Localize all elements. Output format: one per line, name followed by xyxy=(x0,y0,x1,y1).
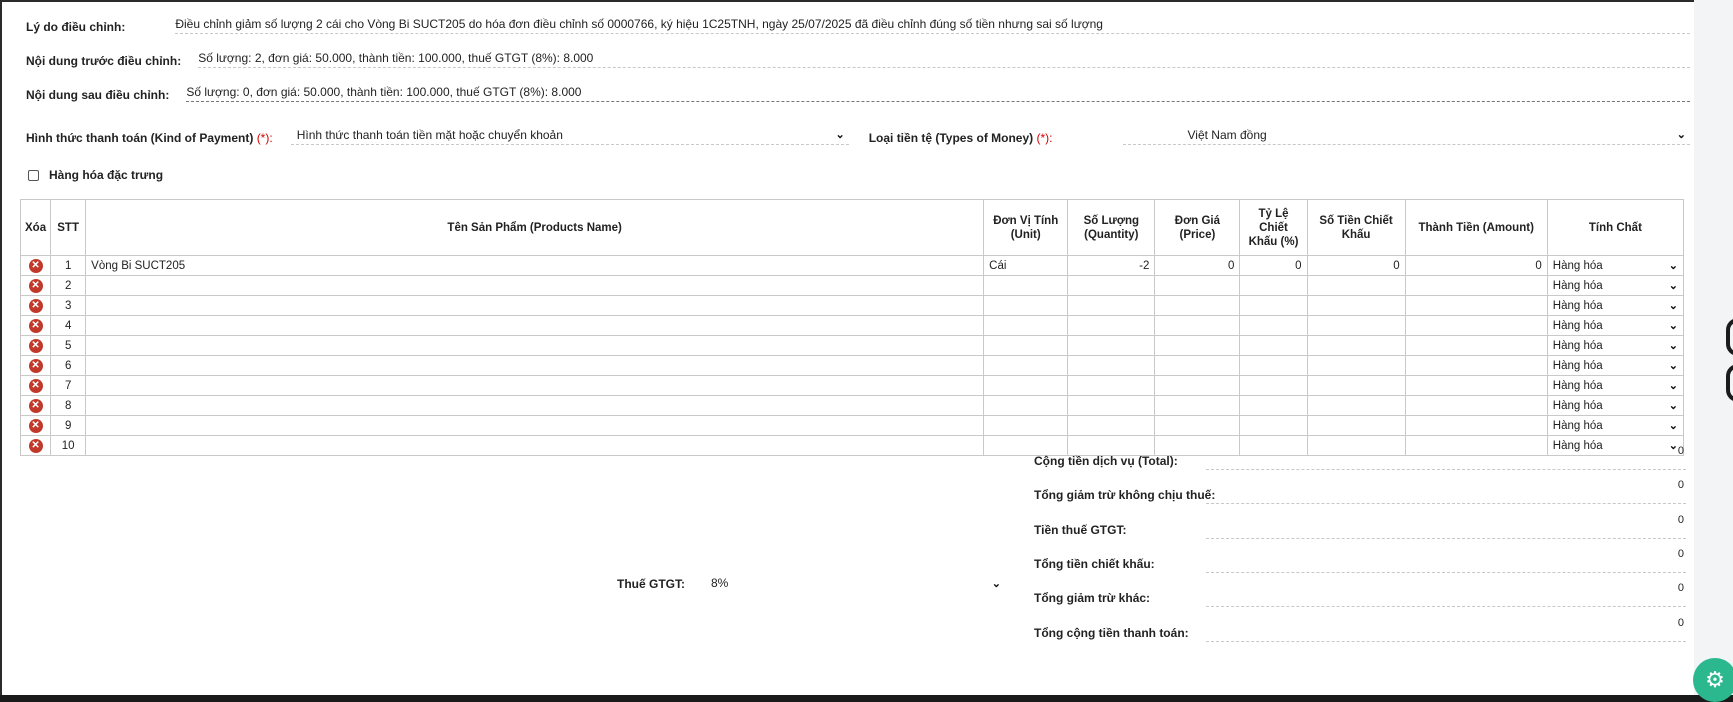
header-discount-amount xyxy=(1307,200,1405,256)
payment-select[interactable] xyxy=(291,127,849,145)
header-discount-rate-line1: Tỷ Lệ xyxy=(1258,207,1289,220)
delete-cell xyxy=(21,396,51,416)
header-price xyxy=(1155,200,1240,256)
currency-label xyxy=(869,131,1053,145)
discount-rate-cell[interactable] xyxy=(1240,296,1307,316)
after-row xyxy=(26,80,1690,102)
table-row xyxy=(21,336,1684,356)
property-selected: Hàng hóa xyxy=(1552,339,1603,352)
chevron-down-icon: ⌄ xyxy=(1668,400,1678,412)
product-name-cell[interactable] xyxy=(86,296,984,316)
table-row xyxy=(21,376,1684,396)
product-name-cell[interactable] xyxy=(86,416,984,436)
row-index: 10 xyxy=(51,436,86,456)
unit-cell[interactable] xyxy=(984,316,1068,336)
delete-circle-icon[interactable]: ✕ xyxy=(29,319,43,333)
row-index: 2 xyxy=(51,276,86,296)
delete-cell xyxy=(21,416,51,436)
chevron-down-icon: ⌄ xyxy=(1668,440,1678,452)
delete-circle-icon[interactable]: ✕ xyxy=(29,419,43,433)
payment-label-text: Hình thức thanh toán (Kind of Payment) xyxy=(26,131,254,145)
table-header-row xyxy=(21,200,1684,256)
total-row xyxy=(1034,514,1686,539)
property-select[interactable] xyxy=(1547,296,1683,316)
chevron-down-icon: ⌄ xyxy=(1668,360,1678,372)
header-unit xyxy=(984,200,1068,256)
before-row xyxy=(26,46,1690,68)
delete-circle-icon[interactable]: ✕ xyxy=(29,379,43,393)
row-index: 3 xyxy=(51,296,86,316)
property-selected: Hàng hóa xyxy=(1552,399,1603,412)
header-quantity xyxy=(1068,200,1155,256)
total-row xyxy=(1034,617,1686,642)
row-index: 7 xyxy=(51,376,86,396)
amount-cell[interactable] xyxy=(1405,296,1547,316)
discount-rate-cell[interactable] xyxy=(1240,356,1307,376)
row-index: 9 xyxy=(51,416,86,436)
discount-amount-cell[interactable] xyxy=(1307,336,1405,356)
payment-label xyxy=(26,131,273,145)
delete-circle-icon[interactable]: ✕ xyxy=(29,339,43,353)
payment-selected: Hình thức thanh toán tiền mặt hoặc chuyển khoản xyxy=(296,127,563,142)
delete-circle-icon[interactable]: ✕ xyxy=(29,359,43,373)
quantity-cell[interactable] xyxy=(1068,356,1155,376)
total-value[interactable]: 0 xyxy=(1206,617,1686,642)
products-table xyxy=(20,199,1684,456)
products-table-body xyxy=(21,256,1684,456)
product-name-cell[interactable] xyxy=(86,276,984,296)
total-row xyxy=(1034,582,1686,607)
header-price-line1: Đơn Giá xyxy=(1174,214,1221,227)
table-row xyxy=(21,316,1684,336)
total-row xyxy=(1034,548,1686,573)
header-discount-amount-line1: Số Tiền Chiết xyxy=(1319,214,1393,227)
price-cell[interactable] xyxy=(1155,336,1240,356)
panel-handle-bottom[interactable] xyxy=(1726,364,1733,402)
price-cell[interactable] xyxy=(1155,316,1240,336)
table-row xyxy=(21,276,1684,296)
discount-amount-cell[interactable] xyxy=(1307,296,1405,316)
payment-required-mark: (*): xyxy=(256,131,273,145)
discount-amount-cell[interactable] xyxy=(1307,396,1405,416)
property-select[interactable] xyxy=(1547,256,1683,276)
after-label: Nội dung sau điều chỉnh: xyxy=(26,88,170,102)
header-quantity-line2: (Quantity) xyxy=(1084,228,1139,241)
property-select[interactable] xyxy=(1547,356,1683,376)
total-row xyxy=(1034,479,1686,504)
amount-cell[interactable] xyxy=(1405,416,1547,436)
delete-circle-icon[interactable]: ✕ xyxy=(29,399,43,413)
property-selected: Hàng hóa xyxy=(1552,379,1603,392)
delete-cell xyxy=(21,296,51,316)
property-select[interactable] xyxy=(1547,316,1683,336)
quantity-cell[interactable] xyxy=(1068,396,1155,416)
panel-handle-top[interactable] xyxy=(1726,318,1733,356)
quantity-cell[interactable]: -2 xyxy=(1068,256,1155,276)
total-label: Tổng giảm trừ không chịu thuế: xyxy=(1034,488,1216,502)
header-delete: Xóa xyxy=(21,200,51,256)
header-discount-amount-line2: Khấu xyxy=(1341,228,1371,241)
currency-required-mark: (*): xyxy=(1036,131,1053,145)
chevron-down-icon: ⌄ xyxy=(1668,300,1678,312)
discount-amount-cell[interactable] xyxy=(1307,316,1405,336)
delete-cell xyxy=(21,256,51,276)
property-selected: Hàng hóa xyxy=(1552,439,1603,452)
discount-rate-cell[interactable] xyxy=(1240,276,1307,296)
table-row xyxy=(21,296,1684,316)
product-name-cell[interactable] xyxy=(86,316,984,336)
total-value[interactable]: 0 xyxy=(1206,479,1686,504)
price-cell[interactable] xyxy=(1155,356,1240,376)
row-index: 1 xyxy=(51,256,86,276)
discount-rate-cell[interactable] xyxy=(1240,336,1307,356)
total-value[interactable]: 0 xyxy=(1206,582,1686,607)
header-discount-rate-line2: Chiết xyxy=(1259,221,1288,234)
header-discount-rate-line3: Khấu (%) xyxy=(1248,235,1299,248)
discount-rate-cell[interactable]: 0 xyxy=(1240,256,1307,276)
chevron-down-icon: ⌄ xyxy=(1668,380,1678,392)
discount-amount-cell[interactable] xyxy=(1307,356,1405,376)
delete-cell xyxy=(21,276,51,296)
product-name-cell[interactable] xyxy=(86,396,984,416)
discount-amount-cell[interactable] xyxy=(1307,376,1405,396)
vat-selected: 8% xyxy=(711,576,729,590)
unit-cell[interactable]: Cái xyxy=(984,256,1068,276)
vat-select[interactable] xyxy=(705,575,1005,593)
row-index: 6 xyxy=(51,356,86,376)
chevron-down-icon: ⌄ xyxy=(835,129,845,141)
quantity-cell[interactable] xyxy=(1068,336,1155,356)
chevron-down-icon: ⌄ xyxy=(1668,260,1678,272)
discount-amount-cell[interactable] xyxy=(1307,416,1405,436)
property-select[interactable] xyxy=(1547,396,1683,416)
total-value[interactable]: 0 xyxy=(1206,445,1686,470)
amount-cell[interactable] xyxy=(1405,356,1547,376)
property-selected: Hàng hóa xyxy=(1552,319,1603,332)
delete-cell xyxy=(21,356,51,376)
delete-circle-icon[interactable]: ✕ xyxy=(29,299,43,313)
amount-cell[interactable] xyxy=(1405,316,1547,336)
product-name-cell[interactable] xyxy=(86,336,984,356)
chevron-down-icon: ⌄ xyxy=(1668,420,1678,432)
amount-cell[interactable] xyxy=(1405,376,1547,396)
price-cell[interactable] xyxy=(1155,376,1240,396)
delete-cell xyxy=(21,376,51,396)
currency-select[interactable] xyxy=(1123,127,1691,145)
delete-circle-icon[interactable]: ✕ xyxy=(29,439,43,453)
property-selected: Hàng hóa xyxy=(1552,279,1603,292)
amount-cell[interactable] xyxy=(1405,276,1547,296)
discount-rate-cell[interactable] xyxy=(1240,316,1307,336)
property-select[interactable] xyxy=(1547,336,1683,356)
unit-cell[interactable] xyxy=(984,356,1068,376)
row-index: 4 xyxy=(51,316,86,336)
discount-rate-cell[interactable] xyxy=(1240,396,1307,416)
header-quantity-line1: Số Lượng xyxy=(1083,214,1140,227)
header-amount: Thành Tiền (Amount) xyxy=(1405,200,1547,256)
unit-cell[interactable] xyxy=(984,416,1068,436)
currency-selected: Việt Nam đồng xyxy=(1187,127,1267,142)
delete-cell xyxy=(21,436,51,456)
total-label: Tiền thuế GTGT: xyxy=(1034,523,1127,537)
chevron-down-icon: ⌄ xyxy=(1668,280,1678,292)
price-cell[interactable] xyxy=(1155,396,1240,416)
header-property: Tính Chất xyxy=(1547,200,1683,256)
chevron-down-icon: ⌄ xyxy=(1676,129,1686,141)
unit-cell[interactable] xyxy=(984,336,1068,356)
unit-cell[interactable] xyxy=(984,296,1068,316)
discount-rate-cell[interactable] xyxy=(1240,376,1307,396)
header-unit-line2: (Unit) xyxy=(1010,228,1041,241)
special-goods-label: Hàng hóa đặc trưng xyxy=(49,168,164,182)
special-goods-checkbox[interactable] xyxy=(28,170,39,181)
special-goods-toggle[interactable] xyxy=(28,168,163,182)
header-price-line2: (Price) xyxy=(1179,228,1216,241)
price-cell[interactable] xyxy=(1155,416,1240,436)
quantity-cell[interactable] xyxy=(1068,376,1155,396)
price-cell[interactable] xyxy=(1155,296,1240,316)
product-name-cell[interactable] xyxy=(86,376,984,396)
delete-cell xyxy=(21,316,51,336)
discount-amount-cell[interactable]: 0 xyxy=(1307,256,1405,276)
total-value[interactable]: 0 xyxy=(1206,548,1686,573)
property-select[interactable] xyxy=(1547,416,1683,436)
vat-label: Thuế GTGT: xyxy=(617,577,685,591)
amount-cell[interactable] xyxy=(1405,336,1547,356)
total-label: Cộng tiền dịch vụ (Total): xyxy=(1034,454,1178,468)
property-select[interactable] xyxy=(1547,376,1683,396)
total-value[interactable]: 0 xyxy=(1206,514,1686,539)
total-label: Tổng giảm trừ khác: xyxy=(1034,591,1151,605)
unit-cell[interactable] xyxy=(984,396,1068,416)
quantity-cell[interactable] xyxy=(1068,276,1155,296)
after-input[interactable]: Số lượng: 0, đơn giá: 50.000, thành tiền: 100.000, thuế GTGT (8%): 8.000 xyxy=(186,85,1690,102)
reason-label: Lý do điều chỉnh: xyxy=(26,20,126,34)
vat-row xyxy=(617,575,1005,593)
row-index: 5 xyxy=(51,336,86,356)
price-cell[interactable] xyxy=(1155,276,1240,296)
delete-circle-icon[interactable]: ✕ xyxy=(29,279,43,293)
property-selected: Hàng hóa xyxy=(1552,299,1603,312)
row-index: 8 xyxy=(51,396,86,416)
delete-circle-icon[interactable]: ✕ xyxy=(29,259,43,273)
total-label: Tổng cộng tiền thanh toán: xyxy=(1034,626,1189,640)
header-index: STT xyxy=(51,200,86,256)
before-label: Nội dung trước điều chỉnh: xyxy=(26,54,182,68)
quantity-cell[interactable] xyxy=(1068,296,1155,316)
amount-cell[interactable] xyxy=(1405,396,1547,416)
product-name-cell[interactable] xyxy=(86,436,984,456)
delete-cell xyxy=(21,336,51,356)
quantity-cell[interactable] xyxy=(1068,416,1155,436)
robot-icon[interactable]: ⚙ xyxy=(1693,658,1733,702)
property-selected: Hàng hóa xyxy=(1552,419,1603,432)
chevron-down-icon: ⌄ xyxy=(991,577,1001,590)
currency-label-text: Loại tiền tệ (Types of Money) xyxy=(868,131,1034,145)
discount-rate-cell[interactable] xyxy=(1240,416,1307,436)
amount-cell[interactable]: 0 xyxy=(1405,256,1547,276)
discount-amount-cell[interactable] xyxy=(1307,276,1405,296)
product-name-cell[interactable]: Vòng Bi SUCT205 xyxy=(86,256,984,276)
table-row xyxy=(21,396,1684,416)
reason-input[interactable]: Điều chỉnh giảm số lượng 2 cái cho Vòng Bi SUCT205 do hóa đơn điều chỉnh số 0000766, ký hiệu 1C25TNH, ngày 25/07/2025 đã điều chỉnh đúng số tiền nhưng sai số lượng xyxy=(175,17,1690,34)
table-row xyxy=(21,356,1684,376)
product-name-cell[interactable] xyxy=(86,356,984,376)
reason-row xyxy=(26,12,1690,34)
property-select[interactable] xyxy=(1547,276,1683,296)
chevron-down-icon: ⌄ xyxy=(1668,340,1678,352)
header-product-name: Tên Sản Phẩm (Products Name) xyxy=(86,200,984,256)
header-discount-rate xyxy=(1240,200,1307,256)
header-unit-line1: Đơn Vị Tính xyxy=(993,214,1059,227)
chevron-down-icon: ⌄ xyxy=(1668,320,1678,332)
table-row xyxy=(21,416,1684,436)
property-selected: Hàng hóa xyxy=(1552,359,1603,372)
quantity-cell[interactable] xyxy=(1068,316,1155,336)
before-input[interactable]: Số lượng: 2, đơn giá: 50.000, thành tiền: 100.000, thuế GTGT (8%): 8.000 xyxy=(198,51,1690,68)
price-cell[interactable]: 0 xyxy=(1155,256,1240,276)
total-label: Tổng tiền chiết khấu: xyxy=(1034,557,1155,571)
property-selected: Hàng hóa xyxy=(1552,259,1603,272)
payment-row xyxy=(26,123,1690,145)
unit-cell[interactable] xyxy=(984,376,1068,396)
table-row xyxy=(21,256,1684,276)
unit-cell[interactable] xyxy=(984,276,1068,296)
